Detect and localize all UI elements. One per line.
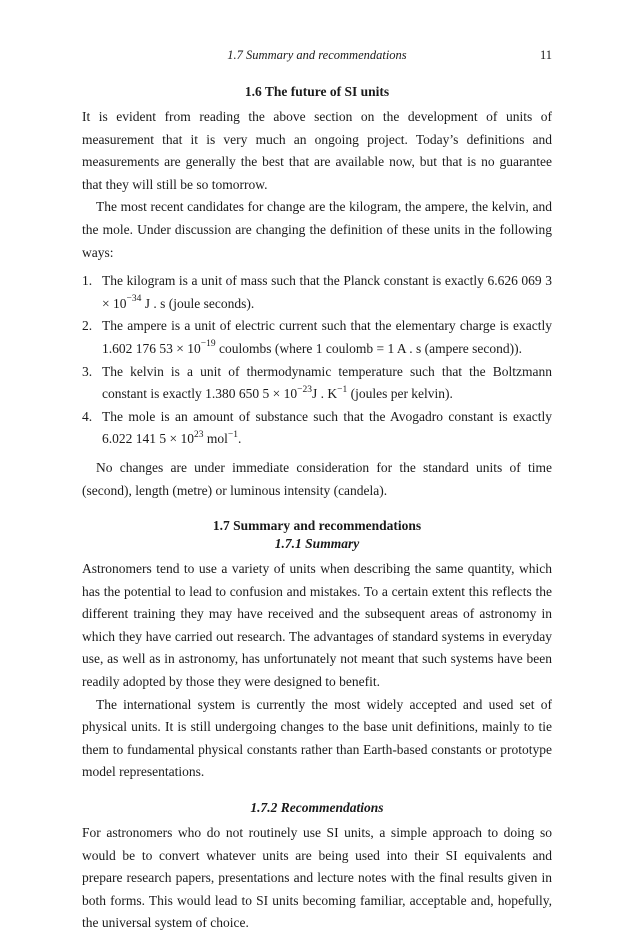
list-text: The ampere is a unit of electric current such that the elementary charge is exactly 1.602 176 53 × 10 — [102, 318, 552, 356]
exponent: −1 — [337, 384, 348, 395]
exponent: −34 — [126, 294, 142, 305]
list-text: J . s (joule seconds). — [141, 295, 255, 311]
paragraph-summary-2: The international system is currently the most widely accepted and used set of physical units. It is still undergoing changes to the base unit definitions, mainly to tie them to fundamental physical constants rather than Earth-based constants or prototype model representations. — [82, 696, 552, 780]
list-text: J . K — [311, 386, 338, 402]
paragraph-intro: It is evident from reading the above section on the development of units of measurement that it is very much an ongoing project. Today’s definitions and measurements are generally the best that are available now, but that is no guarantee that they will still be so tomorrow. — [82, 109, 552, 192]
exponent: −1 — [227, 429, 238, 440]
list-number: 1. — [82, 273, 93, 289]
list-number: 4. — [82, 408, 93, 424]
subsection-title-recommendations: 1.7.2 Recommendations — [250, 800, 384, 816]
exponent: −23 — [297, 384, 312, 395]
list-text: The kilogram is a unit of mass such that the Planck constant is exactly 6.626 069 3 × 10 — [102, 273, 552, 311]
page — [82, 48, 552, 935]
exponent: 23 — [194, 429, 204, 440]
list-item-mole — [82, 406, 552, 451]
list-item-ampere — [82, 315, 552, 360]
section-title-future-si: 1.6 The future of SI units — [244, 84, 390, 99]
section-title-summary-recommendations: 1.7 Summary and recommendations — [212, 518, 422, 534]
running-head-title: 1.7 Summary and recommendations — [227, 48, 407, 62]
list-text: The mole is an amount of substance such that the Avogadro constant is exactly 6.022 141 5 × 10 — [102, 408, 552, 447]
list-item-kelvin — [82, 361, 552, 406]
exponent: −19 — [200, 339, 216, 350]
list-text: coulombs (where 1 coulomb = 1 A . s (ampere second)). — [215, 340, 523, 356]
page-number: 11 — [539, 48, 552, 62]
paragraph-recommendations: For astronomers who do not routinely use SI units, a simple approach to doing so would be to convert whatever units are being used into their SI equivalents and prepare research papers, presentations and lecture notes with the final results given in both forms. This would lead to SI units becoming familiar, acceptable and, hopefully, the universal system of choice. — [82, 825, 552, 931]
subsection-title-summary: 1.7.1 Summary — [274, 536, 360, 552]
list-item-kilogram — [82, 270, 552, 315]
list-text: mol — [203, 431, 228, 447]
paragraph-no-changes: No changes are under immediate consideration for the standard units of time (second), length (metre) or luminous intensity (candela). — [82, 459, 552, 498]
list-text: The kelvin is a unit of thermodynamic temperature such that the Boltzmann constant is exactly 1.380 650 5 × 10 — [102, 363, 552, 402]
list-number: 3. — [82, 363, 93, 379]
definitions-list — [82, 270, 552, 451]
list-number: 2. — [82, 318, 93, 334]
running-head — [82, 48, 552, 68]
list-text: . — [238, 431, 242, 447]
list-text: (joules per kelvin). — [347, 386, 453, 402]
paragraph-summary-1: Astronomers tend to use a variety of units when describing the same quantity, which has the potential to lead to confusion and mistakes. To a certain extent this reflects the different training they may have received and the subsequent areas of astronomy in which they have carried out research. The advantages of standard systems in everyday use, as well as in astronomy, has unfortunately not meant that such systems have been readily adopted by those they were designed to benefit. — [82, 561, 552, 690]
paragraph-candidates: The most recent candidates for change are the kilogram, the ampere, the kelvin, and the mole. Under discussion are changing the definition of these units in the following ways: — [82, 199, 552, 260]
